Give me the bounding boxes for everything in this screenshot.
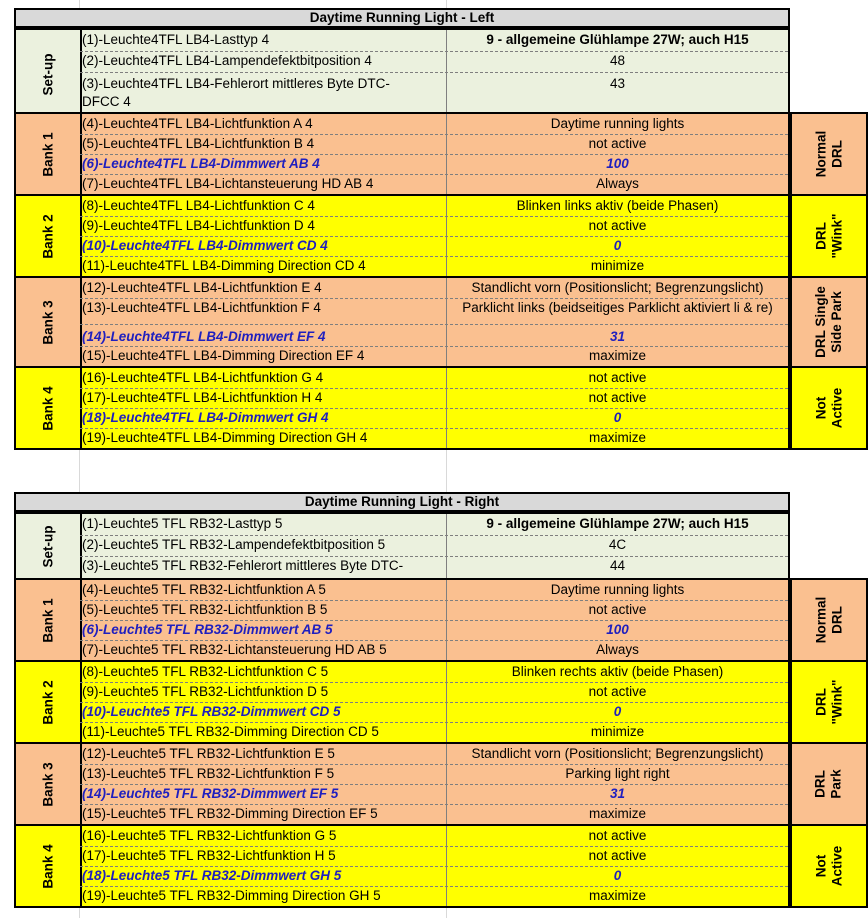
param-value[interactable]: not active bbox=[446, 846, 788, 866]
table-row[interactable] bbox=[80, 388, 788, 409]
param-name: (7)-Leuchte5 TFL RB32-Lichtansteuerung HD AB 5 bbox=[82, 642, 387, 657]
param-name: (18)-Leuchte5 TFL RB32-Dimmwert GH 5 bbox=[82, 868, 342, 883]
param-name: (6)-Leuchte4TFL LB4-Dimmwert AB 4 bbox=[82, 156, 320, 171]
param-value[interactable]: Always bbox=[446, 640, 788, 660]
bank-2-group bbox=[14, 194, 790, 278]
param-value[interactable]: 48 bbox=[446, 51, 788, 72]
param-name: (19)-Leuchte4TFL LB4-Dimming Direction GH 4 bbox=[82, 430, 368, 445]
table-row[interactable] bbox=[80, 722, 788, 742]
param-value[interactable]: maximize bbox=[446, 428, 788, 448]
group-label: Bank 3 bbox=[16, 278, 82, 366]
param-value[interactable]: Daytime running lights bbox=[446, 580, 788, 600]
param-name: (9)-Leuchte4TFL LB4-Lichtfunktion D 4 bbox=[82, 218, 315, 233]
group-label: Set-up bbox=[16, 30, 82, 118]
param-name: (3)-Leuchte4TFL LB4-Fehlerort mittleres Byte DTC- DFCC 4 bbox=[82, 76, 390, 109]
param-value[interactable]: Parking light right bbox=[446, 764, 788, 784]
bank-3-group bbox=[14, 742, 790, 826]
param-name: (5)-Leuchte5 TFL RB32-Lichtfunktion B 5 bbox=[82, 602, 328, 617]
param-value[interactable]: Blinken rechts aktiv (beide Phasen) bbox=[446, 662, 788, 682]
param-value[interactable]: 100 bbox=[446, 154, 788, 174]
table-row[interactable] bbox=[80, 256, 788, 276]
param-value[interactable]: Daytime running lights bbox=[446, 114, 788, 134]
bank-1-group bbox=[14, 578, 790, 662]
table-row[interactable] bbox=[80, 278, 788, 299]
bank-2-description: DRL "Wink" bbox=[790, 194, 868, 278]
param-value[interactable]: minimize bbox=[446, 256, 788, 276]
param-name: (16)-Leuchte5 TFL RB32-Lichtfunktion G 5 bbox=[82, 828, 337, 843]
bank-4-group bbox=[14, 824, 790, 908]
table-title: Daytime Running Light - Right bbox=[14, 492, 790, 512]
param-name: (2)-Leuchte5 TFL RB32-Lampendefektbitposition 5 bbox=[82, 537, 386, 552]
table-row[interactable] bbox=[80, 620, 788, 641]
bank-3-description: DRL Park bbox=[790, 742, 868, 826]
param-value[interactable]: Always bbox=[446, 174, 788, 194]
group-label: Bank 2 bbox=[16, 196, 82, 276]
group-label: Bank 4 bbox=[16, 826, 82, 906]
group-label: Bank 3 bbox=[16, 744, 82, 824]
table-row[interactable] bbox=[80, 408, 788, 429]
param-value[interactable]: 0 bbox=[446, 702, 788, 722]
param-value[interactable]: 31 bbox=[446, 324, 788, 346]
param-name: (1)-Leuchte4TFL LB4-Lasttyp 4 bbox=[82, 32, 270, 47]
param-value[interactable]: not active bbox=[446, 388, 788, 408]
param-value[interactable]: Blinken links aktiv (beide Phasen) bbox=[446, 196, 788, 216]
param-name: (8)-Leuchte4TFL LB4-Lichtfunktion C 4 bbox=[82, 198, 315, 213]
table-row[interactable] bbox=[80, 580, 788, 601]
table-row[interactable] bbox=[80, 702, 788, 723]
param-value[interactable]: 0 bbox=[446, 408, 788, 428]
table-row[interactable] bbox=[80, 196, 788, 217]
group-label: Bank 1 bbox=[16, 580, 82, 660]
table-row[interactable] bbox=[80, 346, 788, 366]
param-name: (1)-Leuchte5 TFL RB32-Lasttyp 5 bbox=[82, 516, 283, 531]
table-row[interactable] bbox=[80, 174, 788, 194]
table-row[interactable] bbox=[80, 744, 788, 765]
param-name: (6)-Leuchte5 TFL RB32-Dimmwert AB 5 bbox=[82, 622, 333, 637]
table-row[interactable] bbox=[80, 535, 788, 557]
param-name: (5)-Leuchte4TFL LB4-Lichtfunktion B 4 bbox=[82, 136, 315, 151]
table-row[interactable] bbox=[80, 764, 788, 785]
param-name: (11)-Leuchte5 TFL RB32-Dimming Direction CD 5 bbox=[82, 724, 379, 739]
table-row[interactable] bbox=[80, 368, 788, 389]
param-value[interactable]: not active bbox=[446, 600, 788, 620]
param-name: (10)-Leuchte4TFL LB4-Dimmwert CD 4 bbox=[82, 238, 328, 253]
param-name: (18)-Leuchte4TFL LB4-Dimmwert GH 4 bbox=[82, 410, 329, 425]
param-name: (10)-Leuchte5 TFL RB32-Dimmwert CD 5 bbox=[82, 704, 341, 719]
table-row[interactable] bbox=[80, 114, 788, 135]
param-name: (15)-Leuchte4TFL LB4-Dimming Direction EF 4 bbox=[82, 348, 365, 363]
bank-1-description: Normal DRL bbox=[790, 112, 868, 196]
table-row[interactable] bbox=[80, 682, 788, 703]
table-row[interactable] bbox=[80, 324, 788, 347]
param-name: (13)-Leuchte5 TFL RB32-Lichtfunktion F 5 bbox=[82, 766, 335, 781]
param-value[interactable]: not active bbox=[446, 216, 788, 236]
param-value[interactable]: maximize bbox=[446, 804, 788, 824]
table-row[interactable] bbox=[80, 514, 788, 536]
setup-group bbox=[14, 512, 790, 580]
param-value[interactable]: 31 bbox=[446, 784, 788, 804]
param-value[interactable]: 0 bbox=[446, 866, 788, 886]
group-label: Bank 4 bbox=[16, 368, 82, 448]
table-row[interactable] bbox=[80, 826, 788, 847]
param-name: (17)-Leuchte4TFL LB4-Lichtfunktion H 4 bbox=[82, 390, 323, 405]
param-value[interactable]: 43 bbox=[446, 72, 788, 118]
param-value[interactable]: 9 - allgemeine Glühlampe 27W; auch H15 bbox=[446, 514, 788, 535]
table-row[interactable] bbox=[80, 662, 788, 683]
param-name: (9)-Leuchte5 TFL RB32-Lichtfunktion D 5 bbox=[82, 684, 329, 699]
param-name: (4)-Leuchte4TFL LB4-Lichtfunktion A 4 bbox=[82, 116, 313, 131]
param-value[interactable]: not active bbox=[446, 826, 788, 846]
param-name: (7)-Leuchte4TFL LB4-Lichtansteuerung HD AB 4 bbox=[82, 176, 374, 191]
bank-1-group bbox=[14, 112, 790, 196]
param-value[interactable]: not active bbox=[446, 368, 788, 388]
bank-4-description: Not Active bbox=[790, 824, 868, 908]
setup-group bbox=[14, 28, 790, 120]
param-value[interactable]: 9 - allgemeine Glühlampe 27W; auch H15 bbox=[446, 30, 788, 51]
param-name: (2)-Leuchte4TFL LB4-Lampendefektbitposition 4 bbox=[82, 53, 372, 68]
param-name: (4)-Leuchte5 TFL RB32-Lichtfunktion A 5 bbox=[82, 582, 326, 597]
param-name: (19)-Leuchte5 TFL RB32-Dimming Direction GH 5 bbox=[82, 888, 381, 903]
param-value[interactable]: not active bbox=[446, 682, 788, 702]
param-name: (13)-Leuchte4TFL LB4-Lichtfunktion F 4 bbox=[82, 300, 321, 315]
table-row[interactable] bbox=[80, 866, 788, 887]
table-row[interactable] bbox=[80, 216, 788, 237]
table-row[interactable] bbox=[80, 236, 788, 257]
table-row[interactable] bbox=[80, 640, 788, 660]
param-name: (3)-Leuchte5 TFL RB32-Fehlerort mittleres Byte DTC- bbox=[82, 558, 404, 573]
table-row[interactable] bbox=[80, 30, 788, 52]
table-row[interactable] bbox=[80, 886, 788, 906]
table-title: Daytime Running Light - Left bbox=[14, 8, 790, 28]
param-name: (12)-Leuchte5 TFL RB32-Lichtfunktion E 5 bbox=[82, 746, 335, 761]
param-name: (14)-Leuchte4TFL LB4-Dimmwert EF 4 bbox=[82, 329, 326, 344]
table-row[interactable] bbox=[80, 600, 788, 621]
param-value[interactable]: Parklicht links (beidseitiges Parklicht aktiviert li & re) bbox=[446, 298, 788, 324]
param-name: (12)-Leuchte4TFL LB4-Lichtfunktion E 4 bbox=[82, 280, 322, 295]
param-value[interactable]: 0 bbox=[446, 236, 788, 256]
param-name: (16)-Leuchte4TFL LB4-Lichtfunktion G 4 bbox=[82, 370, 324, 385]
param-name: (15)-Leuchte5 TFL RB32-Dimming Direction EF 5 bbox=[82, 806, 378, 821]
param-name: (11)-Leuchte4TFL LB4-Dimming Direction CD 4 bbox=[82, 258, 366, 273]
param-value[interactable]: 100 bbox=[446, 620, 788, 640]
bank-3-group bbox=[14, 276, 790, 368]
bank-2-description: DRL "Wink" bbox=[790, 660, 868, 744]
table-row[interactable] bbox=[80, 846, 788, 867]
param-value[interactable]: Standlicht vorn (Positionslicht; Begrenzungslicht) bbox=[446, 278, 788, 298]
param-value[interactable]: minimize bbox=[446, 722, 788, 742]
param-name: (17)-Leuchte5 TFL RB32-Lichtfunktion H 5 bbox=[82, 848, 336, 863]
table-row[interactable] bbox=[80, 134, 788, 155]
param-value[interactable]: maximize bbox=[446, 346, 788, 366]
table-row[interactable] bbox=[80, 298, 788, 325]
bank-1-description: Normal DRL bbox=[790, 578, 868, 662]
bank-2-group bbox=[14, 660, 790, 744]
table-row[interactable] bbox=[80, 154, 788, 175]
param-name: (8)-Leuchte5 TFL RB32-Lichtfunktion C 5 bbox=[82, 664, 329, 679]
param-value[interactable]: 44 bbox=[446, 556, 788, 578]
param-value[interactable]: not active bbox=[446, 134, 788, 154]
group-label: Bank 2 bbox=[16, 662, 82, 742]
table-row[interactable] bbox=[80, 51, 788, 73]
table-row[interactable] bbox=[80, 784, 788, 805]
group-label: Bank 1 bbox=[16, 114, 82, 194]
bank-4-group bbox=[14, 366, 790, 450]
table-row[interactable] bbox=[80, 804, 788, 824]
table-row[interactable] bbox=[80, 556, 788, 578]
param-value[interactable]: Standlicht vorn (Positionslicht; Begrenzungslicht) bbox=[446, 744, 788, 764]
bank-4-description: Not Active bbox=[790, 366, 868, 450]
param-value[interactable]: 4C bbox=[446, 535, 788, 556]
param-value[interactable]: maximize bbox=[446, 886, 788, 906]
group-label: Set-up bbox=[16, 514, 82, 578]
param-name: (14)-Leuchte5 TFL RB32-Dimmwert EF 5 bbox=[82, 786, 339, 801]
table-row[interactable] bbox=[80, 428, 788, 448]
bank-3-description: DRL Single Side Park bbox=[790, 276, 868, 368]
